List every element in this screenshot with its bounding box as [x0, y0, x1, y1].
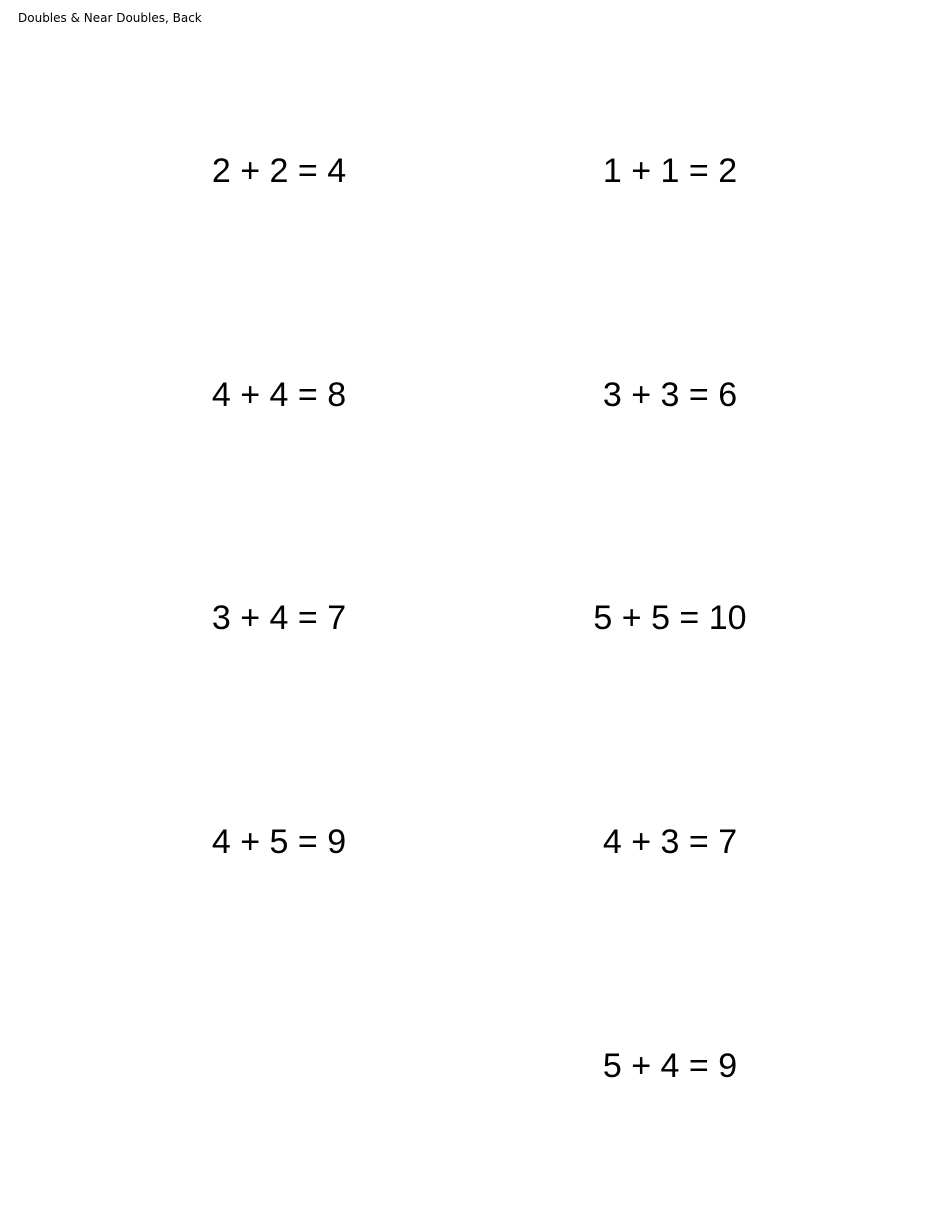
equation-left-4: 4 + 5 = 9 — [211, 823, 347, 861]
equation-right-2: 3 + 3 = 6 — [602, 376, 738, 414]
equation-right-4: 4 + 3 = 7 — [602, 823, 738, 861]
page-title: Doubles & Near Doubles, Back — [18, 11, 202, 25]
equation-right-3: 5 + 5 = 10 — [593, 599, 747, 637]
equation-left-2: 4 + 4 = 8 — [211, 376, 347, 414]
equation-left-1: 2 + 2 = 4 — [211, 152, 347, 190]
equation-left-3: 3 + 4 = 7 — [211, 599, 347, 637]
equation-right-5: 5 + 4 = 9 — [602, 1047, 738, 1085]
equation-right-1: 1 + 1 = 2 — [602, 152, 738, 190]
